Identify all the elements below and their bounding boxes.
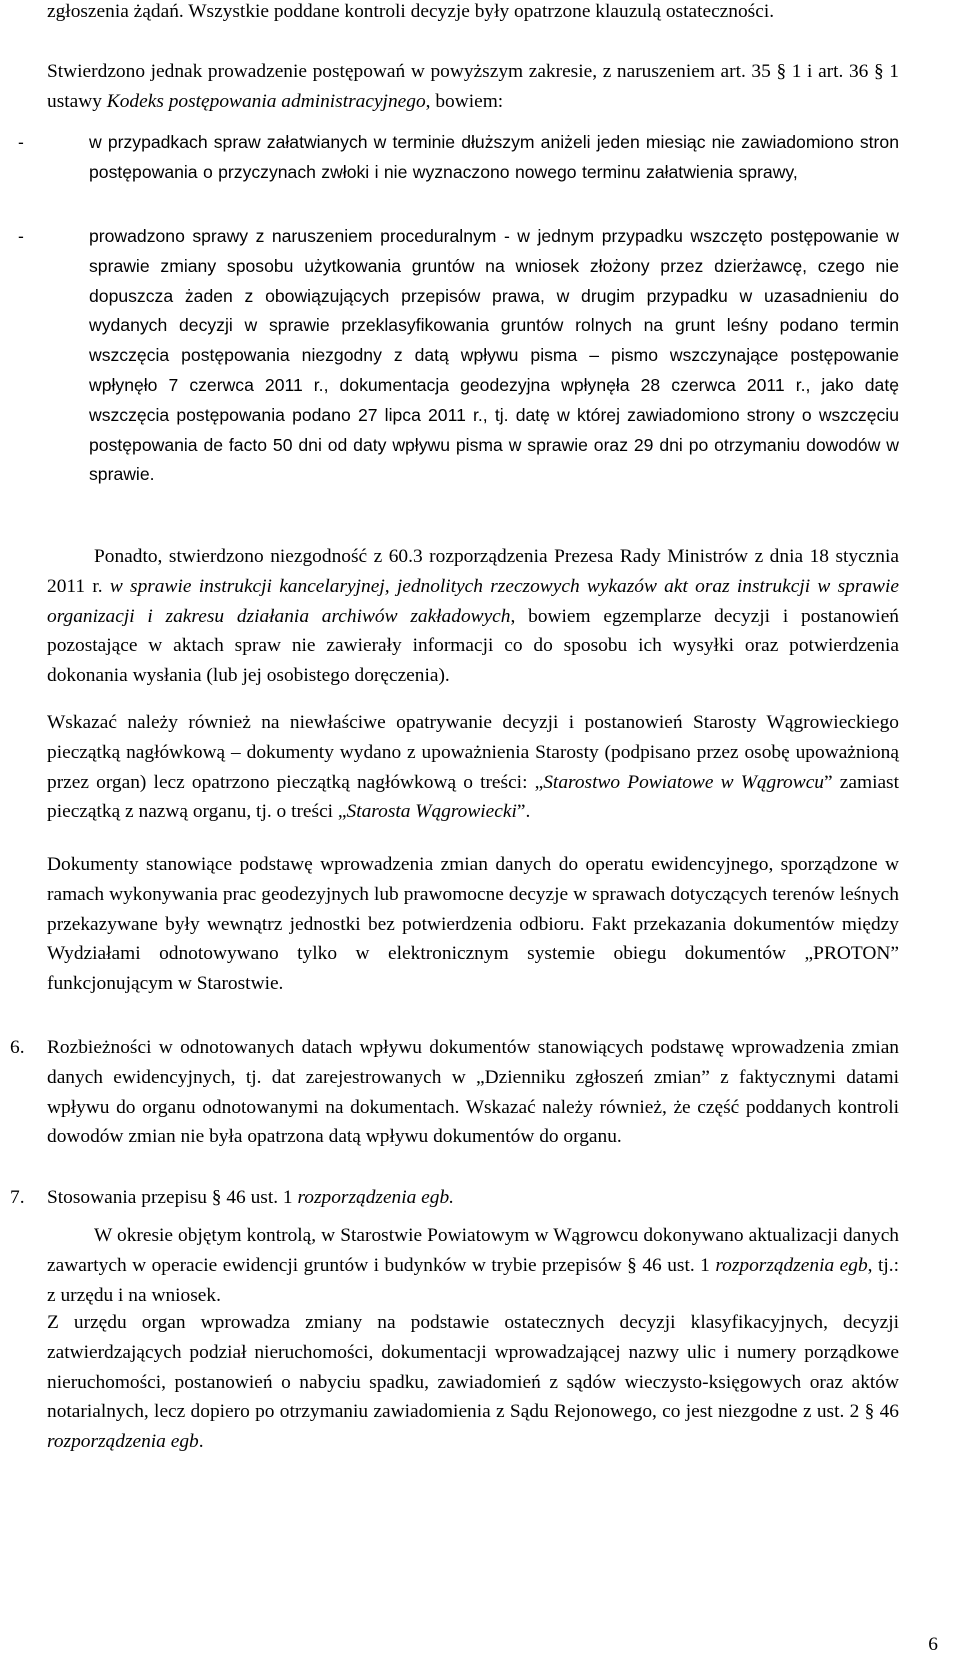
numbered-item-7: Stosowania przepisu § 46 ust. 1 rozporządzenia egb. [47, 1187, 455, 1208]
numbered-item-6: Rozbieżności w odnotowanych datach wpływu dokumentów stanowiących podstawę wprowadzenia zmian danych ewidencyjnych, tj. dat zarejestrowanych w „Dzienniku zgłoszeń zmian” z faktycznymi datami wpływu do organu odnotowanymi na dokumentach. Wskazać należy również, że część poddanych kontroli dowodów zmian nie była opatrzona datą wpływu dokumentów do organu. [47, 1037, 899, 1148]
bullet-dash: - [18, 132, 24, 152]
bullet-item-1: w przypadkach spraw załatwianych w terminie dłuższym aniżeli jeden miesiąc nie zawiadomiono stron postępowania o przyczynach zwłoki i nie wyznaczono nowego terminu załatwienia sprawy, [89, 132, 899, 182]
page-number: 6 [928, 1634, 938, 1655]
paragraph-violation-intro: Stwierdzono jednak prowadzenie postępowań w powyższym zakresie, z naruszeniem art. 35 § 1 i art. 36 § 1 ustawy Kodeks postępowania administracyjnego, bowiem: [47, 61, 899, 112]
paragraph-regulation: Ponadto, stwierdzono niezgodność z 60.3 rozporządzenia Prezesa Rady Ministrów z dnia 18 stycznia 2011 r. w sprawie instrukcji kancelaryjnej, jednolitych rzeczowych wykazów akt oraz instrukcji w sprawie organizacji i zakresu działania archiwów zakładowych, bowiem egzemplarze decyzji i postanowień pozostające w aktach spraw nie zawierały informacji co do sposobu ich wysyłki oraz potwierdzenia dokonania wysłania (lub jej osobistego doręczenia). [47, 546, 900, 687]
bullet-dash: - [18, 226, 24, 246]
paragraph-ex-officio: Z urzędu organ wprowadza zmiany na podstawie ostatecznych decyzji klasyfikacyjnych, decyzji zatwierdzających podział nieruchomości, dokumentacji wprowadzającej nazwy ulic i numery porządkowe nieruchomości, postanowień o nabyciu spadku, zawiadomień z sądów wieczysto-księgowych oraz aktów notarialnych, lecz dopiero po otrzymaniu zawiadomienia z Sądu Rejonowego, co jest niezgodne z ust. 2 § 46 rozporządzenia egb. [47, 1312, 899, 1453]
paragraph-stamp: Wskazać należy również na niewłaściwe opatrywanie decyzji i postanowień Starosty Wągrowieckiego pieczątką nagłówkową – dokumenty wydano z upoważnienia Starosty (podpisano przez osobę upoważnioną przez organ) lecz opatrzono pieczątką nagłówkową o treści: „Starostwo Powiatowe w Wągrowcu” zamiast pieczątką z nazwą organu, tj. o treści „Starosta Wągrowiecki”. [47, 712, 899, 823]
item-number-7: 7. [10, 1187, 25, 1208]
item-number-6: 6. [10, 1037, 25, 1058]
paragraph-finality: zgłoszenia żądań. Wszystkie poddane kontroli decyzje były opatrzone klauzulą ostateczności. [47, 1, 775, 22]
paragraph-documents: Dokumenty stanowiące podstawę wprowadzenia zmian danych do operatu ewidencyjnego, sporządzone w ramach wykonywania prac geodezyjnych lub prawomocne decyzje w sprawach dotyczących terenów leśnych przekazywane były wewnątrz jednostki bez potwierdzenia odbioru. Fakt przekazania dokumentów między Wydziałami odnotowywano tylko w elektronicznym systemie obiegu dokumentów „PROTON” funkcjonującym w Starostwie. [47, 854, 899, 995]
bullet-item-2: prowadzono sprawy z naruszeniem proceduralnym - w jednym przypadku wszczęto postępowanie w sprawie zmiany sposobu użytkowania gruntów na wniosek złożony przez dzierżawcę, czego nie dopuszcza żaden z obowiązujących przepisów prawa, w drugim przypadku w uzasadnieniu do wydanych decyzji w sprawie przeklasyfikowania gruntów rolnych na grunt leśny podano termin wszczęcia postępowania niezgodny z datą wpływu pisma – pismo wszczynające postępowanie wpłynęło 7 czerwca 2011 r., dokumentacja geodezyjna wpłynęła 28 czerwca 2011 r., jako datę wszczęcia postępowania podano 27 lipca 2011 r., tj. datę w której zawiadomiono strony o wszczęciu postępowania de facto 50 dni od daty wpływu pisma w sprawie oraz 29 dni po otrzymaniu dowodów w sprawie. [89, 226, 899, 485]
paragraph-update-modes: W okresie objętym kontrolą, w Starostwie Powiatowym w Wągrowcu dokonywano aktualizacji danych zawartych w operacie ewidencji gruntów i budynków w trybie przepisów § 46 ust. 1 rozporządzenia egb, tj.: z urzędu i na wniosek. [47, 1225, 899, 1306]
